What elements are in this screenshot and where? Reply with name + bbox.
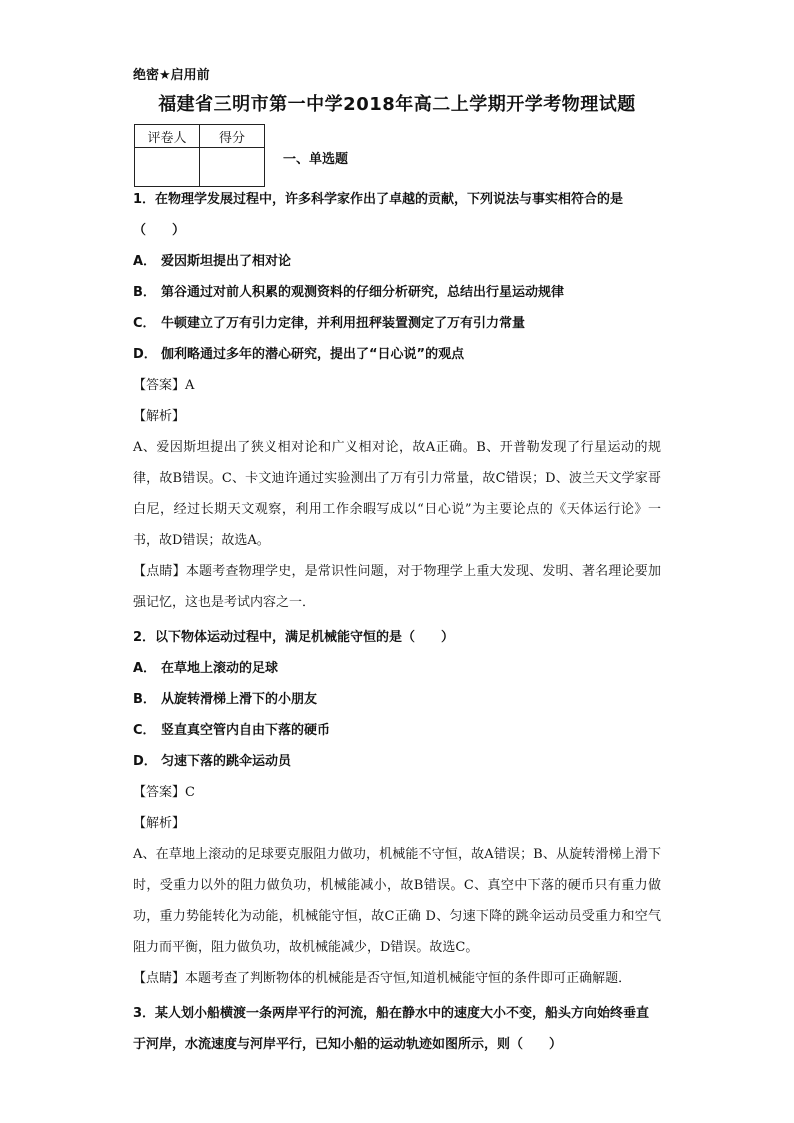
analysis-text: A、在草地上滚动的足球要克服阻力做功，机械能不守恒，故A错误；B、从旋转滑梯上滑下时，受重力以外的阻力做负功，机械能减小，故B错误。C、真空中下落的硬币只有重力做功，重力势能转化为动能，机械能守恒，故C正确 D、匀速下降的跳伞运动员受重力和空气阻力而平衡，阻力做负功，故机械能减少，D错误。故选C。 xyxy=(133,847,661,955)
question-stem: 1．在物理学发展过程中，许多科学家作出了卓越的贡献，下列说法与事实相符合的是（ ） xyxy=(133,192,624,238)
question-1 xyxy=(133,184,661,618)
comment-text: 【点睛】本题考查物理学史，是常识性问题，对于物理学上重大发现、发明、著名理论要加强记忆，这也是考试内容之一． xyxy=(133,564,661,610)
option-d xyxy=(133,746,661,777)
option-key: B． xyxy=(133,285,156,300)
question-3 xyxy=(133,998,661,1060)
option-key: D． xyxy=(133,754,157,769)
option-key: A． xyxy=(133,661,157,676)
option-text: 从旋转滑梯上滑下的小朋友 xyxy=(161,692,318,707)
question-2 xyxy=(133,622,661,994)
option-text: 爱因斯坦提出了相对论 xyxy=(161,254,292,269)
question-stem: 2．以下物体运动过程中，满足机械能守恒的是（ ） xyxy=(133,630,455,645)
answer: 【答案】A xyxy=(133,378,195,393)
option-b xyxy=(133,277,661,308)
option-key: C． xyxy=(133,316,156,331)
option-d xyxy=(133,339,661,370)
option-key: B． xyxy=(133,692,156,707)
option-text: 牛顿建立了万有引力定律，并利用扭秤装置测定了万有引力常量 xyxy=(161,316,526,331)
score-table-cell-score xyxy=(200,148,265,187)
score-table-cell-grader xyxy=(135,148,200,187)
option-a xyxy=(133,653,661,684)
option-text: 伽利略通过多年的潜心研究，提出了“日心说”的观点 xyxy=(161,347,465,362)
option-text: 第谷通过对前人积累的观测资料的仔细分析研究，总结出行星运动规律 xyxy=(161,285,565,300)
score-table-header-grader: 评卷人 xyxy=(135,125,200,148)
option-key: C． xyxy=(133,723,156,738)
option-a xyxy=(133,246,661,277)
page-title: 福建省三明市第一中学2018年高二上学期开学考物理试题 xyxy=(158,94,636,115)
option-text: 竖直真空管内自由下落的硬币 xyxy=(161,723,331,738)
option-key: A． xyxy=(133,254,157,269)
section-title: 一、单选题 xyxy=(283,152,349,167)
analysis-label: 【解析】 xyxy=(133,816,186,831)
option-c xyxy=(133,715,661,746)
score-table-header-score: 得分 xyxy=(200,125,265,148)
option-c xyxy=(133,308,661,339)
secret-mark: 绝密★启用前 xyxy=(133,68,210,83)
option-text: 在草地上滚动的足球 xyxy=(161,661,279,676)
question-stem: 3．某人划小船横渡一条两岸平行的河流，船在静水中的速度大小不变，船头方向始终垂直于河岸，水流速度与河岸平行，已知小船的运动轨迹如图所示，则（ ） xyxy=(133,1006,650,1052)
analysis-label: 【解析】 xyxy=(133,409,186,424)
comment-text: 【点睛】本题考查了判断物体的机械能是否守恒,知道机械能守恒的条件即可正确解题． xyxy=(133,971,632,986)
score-table xyxy=(134,124,265,187)
option-b xyxy=(133,684,661,715)
option-text: 匀速下落的跳伞运动员 xyxy=(161,754,292,769)
analysis-text: A、爱因斯坦提出了狭义相对论和广义相对论，故A正确。B、开普勒发现了行星运动的规律，故B错误。C、卡文迪许通过实验测出了万有引力常量，故C错误；D、波兰天文学家哥白尼，经过长期天文观察，利用工作余暇写成以“日心说”为主要论点的《天体运行论》一书，故D错误；故选A。 xyxy=(133,440,661,548)
option-key: D． xyxy=(133,347,157,362)
answer: 【答案】C xyxy=(133,785,195,800)
